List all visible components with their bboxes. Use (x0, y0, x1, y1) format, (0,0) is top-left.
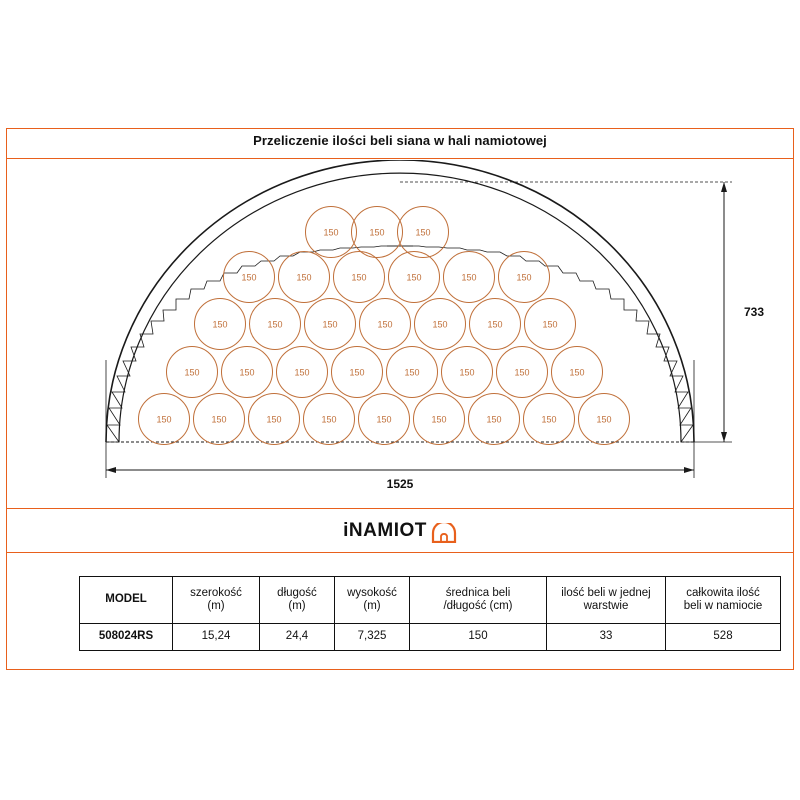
hay-bale-label: 150 (266, 414, 282, 425)
hay-bale-label: 150 (406, 272, 422, 283)
hay-bale-label: 150 (461, 272, 477, 283)
specification-table (79, 576, 781, 651)
header-length: długość (m) (260, 577, 335, 624)
header-bales-total: całkowita ilość beli w namiocie (666, 577, 781, 624)
tent-cross-section-drawing (6, 160, 794, 506)
table-row (80, 624, 781, 651)
header-model: MODEL (80, 577, 173, 624)
hay-bale-label: 150 (514, 367, 530, 378)
hay-bale-label: 150 (241, 272, 257, 283)
hay-bale-label: 150 (212, 319, 228, 330)
cell-bales-total: 528 (666, 624, 781, 651)
hay-bale-label: 150 (459, 367, 475, 378)
cell-width: 15,24 (173, 624, 260, 651)
hay-bale-label: 150 (323, 227, 339, 238)
cell-bales-per-layer: 33 (547, 624, 666, 651)
hay-bale-label: 150 (349, 367, 365, 378)
cell-bale-diameter: 150 (410, 624, 547, 651)
hay-bale-label: 150 (267, 319, 283, 330)
hay-bale-label: 150 (369, 227, 385, 238)
hay-bale-label: 150 (541, 414, 557, 425)
divider-above-logo (6, 508, 794, 509)
hay-bale-label: 150 (351, 272, 367, 283)
header-width: szerokość (m) (173, 577, 260, 624)
cell-model: 508024RS (80, 624, 173, 651)
table-header-row (80, 577, 781, 624)
brand-logo (0, 514, 800, 548)
hay-bale-label: 150 (516, 272, 532, 283)
hay-bale-label: 150 (569, 367, 585, 378)
tent-icon (431, 523, 457, 543)
hay-bale-label: 150 (415, 227, 431, 238)
cell-height: 7,325 (335, 624, 410, 651)
page-title: Przeliczenie ilości beli siana w hali namiotowej (253, 133, 547, 148)
hay-bale-label: 150 (322, 319, 338, 330)
cell-length: 24,4 (260, 624, 335, 651)
hay-bale-label: 150 (321, 414, 337, 425)
hay-bale-label: 150 (404, 367, 420, 378)
hay-bale-label: 150 (294, 367, 310, 378)
hay-bale-label: 150 (486, 414, 502, 425)
hay-bale-label: 150 (211, 414, 227, 425)
header-bale-diameter: średnica beli /długość (cm) (410, 577, 547, 624)
hay-bale-label: 150 (377, 319, 393, 330)
divider-under-title (6, 158, 794, 159)
hay-bale-label: 150 (432, 319, 448, 330)
logo-text: iNAMIOT (343, 520, 427, 541)
hay-bale-label: 150 (296, 272, 312, 283)
hay-bale-label: 150 (542, 319, 558, 330)
hay-bale-label: 150 (487, 319, 503, 330)
dimension-lines (106, 182, 732, 478)
hay-bale-label: 150 (376, 414, 392, 425)
header-bales-per-layer: ilość beli w jednej warstwie (547, 577, 666, 624)
hay-bale-label: 150 (596, 414, 612, 425)
divider-above-table (6, 552, 794, 553)
height-dimension-label: 733 (744, 305, 765, 319)
hay-bale-label: 150 (431, 414, 447, 425)
hay-bale-label: 150 (184, 367, 200, 378)
hay-bale-label: 150 (239, 367, 255, 378)
header-height: wysokość (m) (335, 577, 410, 624)
width-dimension-label: 1525 (386, 477, 414, 491)
hay-bale-label: 150 (156, 414, 172, 425)
